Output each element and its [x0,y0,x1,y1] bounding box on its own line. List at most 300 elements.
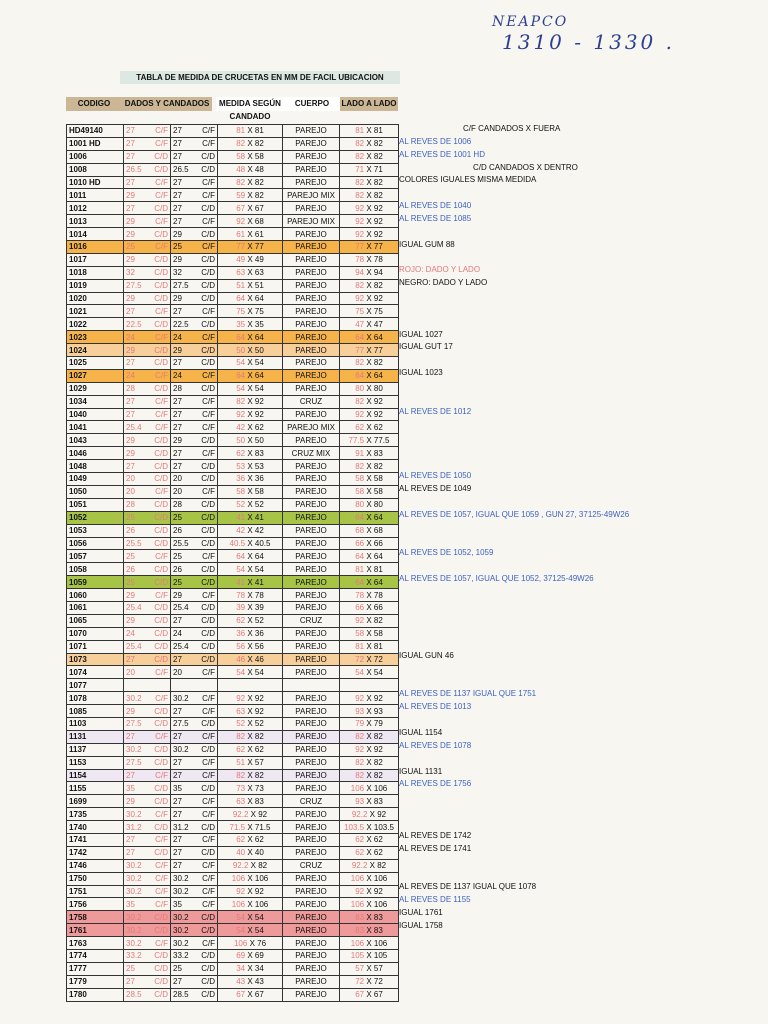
medida-a: 71.5 [229,822,246,832]
table-row [67,730,399,743]
candado-type: C/D [201,616,215,626]
cell-candado [171,241,218,254]
dado-value: 28 [126,384,135,394]
candado-type: C/D [201,848,215,858]
dado-type: C/F [155,899,168,909]
cell-medida [218,756,283,769]
cell-dado [124,382,171,395]
dado-type: C/D [154,526,168,536]
dado-value: 25 [126,964,135,974]
cell-candado [171,215,218,228]
medida-a: 106 [233,938,248,948]
dado-type: C/F [155,938,168,948]
cell-cuerpo: CRUZ [283,795,340,808]
row-note: IGUAL 1761 [399,907,443,917]
cell-codigo: 1740 [67,821,124,834]
lado-a: 82 [355,770,365,780]
dado-value: 29 [126,616,135,626]
medida-b: X 40.5 [247,538,271,548]
medida-b: X 58 [247,487,264,497]
candado-value: 30.2 [173,874,189,884]
cell-dado [124,950,171,963]
row-note: IGUAL GUM 88 [399,239,455,249]
medida-b: X 92 [247,706,264,716]
dado-type: C/F [155,487,168,497]
table-row [67,524,399,537]
dado-type: C/F [155,886,168,896]
cell-dado [124,292,171,305]
dado-type: C/F [155,306,168,316]
medida-b: X 64 [247,332,264,342]
medida-a: 49 [236,255,246,265]
dado-type: C/D [154,654,168,664]
dado-type: C/D [154,577,168,587]
dado-type: C/F [155,770,168,780]
lado-a: 106 [350,938,365,948]
dado-type: C/F [155,732,168,742]
dado-value: 29 [126,448,135,458]
table-row [67,395,399,408]
cell-dado [124,344,171,357]
candado-value: 25.4 [173,603,189,613]
cell-cuerpo: PAREJO [283,382,340,395]
cell-dado [124,782,171,795]
cell-dado [124,885,171,898]
cell-medida [218,253,283,266]
row-note: IGUAL 1131 [399,766,443,776]
lado-b: X 82 [366,758,383,768]
cell-dado [124,743,171,756]
row-note: AL REVES DE 1137 IGUAL QUE 1751 [399,689,537,699]
dado-value: 29 [126,796,135,806]
cell-medida [218,717,283,730]
lado-b: X 64 [366,513,383,523]
cell-lado [340,305,399,318]
cell-codigo: 1022 [67,318,124,331]
medida-b: X 61 [247,229,264,239]
cell-dado [124,176,171,189]
dado-value: 29 [126,706,135,716]
cell-cuerpo: PAREJO [283,163,340,176]
cell-candado [171,163,218,176]
medida-b: X 73 [247,783,264,793]
lado-b: X 64 [366,371,383,381]
candado-type: C/F [202,139,215,149]
candado-value: 29 [173,294,182,304]
cell-codigo: 1078 [67,692,124,705]
cell-medida [218,318,283,331]
candado-value: 28 [173,384,182,394]
cell-medida [218,125,283,138]
medida-a: 92 [236,216,246,226]
cell-codigo: 1012 [67,202,124,215]
dado-value: 20 [126,667,135,677]
cell-candado [171,872,218,885]
candado-type: C/F [202,551,215,561]
medida-b: X 68 [247,216,264,226]
candado-value: 28.5 [173,990,189,1000]
cell-dado [124,537,171,550]
cell-medida [218,189,283,202]
header-medida-line2: CANDADO [229,112,271,121]
candado-type: C/F [202,487,215,497]
cell-medida [218,485,283,498]
cell-dado [124,666,171,679]
cell-lado [340,382,399,395]
lado-b: X 62 [366,848,383,858]
candado-type: C/D [201,783,215,793]
candado-type: C/D [201,500,215,510]
lado-b: X 106 [366,783,388,793]
cell-cuerpo: PAREJO [283,730,340,743]
lado-a: 75 [355,306,365,316]
medida-a: 40 [236,848,246,858]
candado-value: 27 [173,861,182,871]
cell-lado [340,357,399,370]
candado-value: 25 [173,242,182,252]
cell-codigo: 1051 [67,498,124,511]
dado-value: 25 [126,577,135,587]
dado-value: 27 [126,203,135,213]
dado-value: 20 [126,474,135,484]
dado-type: C/F [155,190,168,200]
cell-lado [340,679,399,692]
medida-a: 82 [236,178,246,187]
candado-type: C/D [201,990,215,1000]
cell-dado [124,859,171,872]
cell-candado [171,485,218,498]
dado-value: 27 [126,977,135,987]
medida-a: 54 [236,667,246,677]
cell-cuerpo: PAREJO [283,937,340,950]
medida-b: X 64 [247,551,264,561]
dado-value: 25.4 [126,603,142,613]
cell-codigo: 1780 [67,988,124,1001]
candado-value: 27 [173,654,182,664]
dado-type: C/F [155,693,168,703]
candado-value: 25 [173,513,182,523]
medida-a: 62 [236,616,246,626]
dado-type: C/F [155,422,168,432]
dado-value: 27.5 [126,719,142,729]
cell-candado [171,782,218,795]
cell-candado [171,395,218,408]
cell-medida [218,537,283,550]
dado-type: C/D [154,435,168,445]
dado-type: C/D [154,758,168,768]
cell-dado [124,833,171,846]
cell-dado [124,524,171,537]
lado-b: X 83 [366,448,383,458]
medida-b: X 82 [247,190,264,200]
dado-type: C/F [155,874,168,884]
candado-type: C/D [201,384,215,394]
cell-dado [124,408,171,421]
lado-a: 54 [355,667,365,677]
medida-b: X 54 [247,564,264,574]
lado-b: X 83 [366,796,383,806]
dado-value: 30.2 [126,874,142,884]
lado-a: 64 [355,513,365,523]
cell-dado [124,975,171,988]
cell-codigo: 1085 [67,705,124,718]
lado-b: X 82 [369,861,387,871]
cell-dado [124,511,171,524]
cell-cuerpo: PAREJO [283,756,340,769]
dado-type: C/D [154,513,168,523]
dado-type: C/D [154,152,168,162]
table-row [67,163,399,176]
row-note: IGUAL GUN 46 [399,650,454,660]
cell-dado [124,988,171,1001]
medida-b: X 82 [250,861,268,871]
medida-a: 34 [236,964,246,974]
dado-value: 27 [126,654,135,664]
candado-value: 28 [173,500,182,510]
lado-a: 94 [355,268,365,278]
cell-codigo: 1750 [67,872,124,885]
table-row [67,795,399,808]
cell-lado [340,253,399,266]
cell-medida [218,872,283,885]
candado-value: 27 [173,706,182,716]
lado-b: X 80 [366,500,383,510]
cell-dado [124,485,171,498]
cell-lado [340,962,399,975]
table-row [67,859,399,872]
medida-a: 43 [236,977,246,987]
lado-a: 71 [355,165,365,175]
lado-b: X 92 [366,410,383,420]
medida-b: X 53 [247,461,264,471]
medida-b: X 43 [247,977,264,987]
lado-b: X 82 [366,616,383,626]
cell-lado [340,859,399,872]
cell-codigo: 1742 [67,846,124,859]
candado-type: C/F [202,397,215,407]
cell-codigo: 1774 [67,950,124,963]
cell-lado [340,292,399,305]
table-row [67,705,399,718]
dado-type: C/D [154,255,168,265]
candado-type: C/D [201,654,215,664]
medida-b: X 78 [247,590,264,600]
lado-b: X 66 [366,538,383,548]
lado-b: X 82 [366,152,383,162]
row-note: IGUAL 1758 [399,920,443,930]
table-row [67,357,399,370]
cell-candado [171,176,218,189]
table-row [67,640,399,653]
cell-candado [171,769,218,782]
dado-value: 35 [126,783,135,793]
candado-value: 24 [173,371,182,381]
lado-b: X 92 [366,294,383,304]
table-row [67,563,399,576]
lado-a: 58 [355,487,365,497]
dado-value: 31.2 [126,822,142,832]
cell-dado [124,202,171,215]
cell-dado [124,730,171,743]
row-note: NEGRO: DADO Y LADO [399,278,488,288]
lado-a: 92 [355,616,365,626]
candado-type: C/F [202,938,215,948]
medida-a: 106 [231,899,246,909]
dado-value: 32 [126,268,135,278]
cell-cuerpo: PAREJO [283,692,340,705]
cell-candado [171,266,218,279]
cell-cuerpo: PAREJO [283,666,340,679]
cell-dado [124,125,171,138]
lado-b: X 58 [366,474,383,484]
dado-value: 27 [126,732,135,742]
cell-lado [340,563,399,576]
cell-medida [218,924,283,937]
cell-lado [340,460,399,473]
candado-value: 25 [173,551,182,561]
cell-candado [171,460,218,473]
lado-a: 67 [355,990,365,1000]
table-row [67,189,399,202]
cell-cuerpo: PAREJO [283,537,340,550]
cell-codigo: 1008 [67,163,124,176]
medida-a: 50 [236,345,246,355]
lado-a: 77.5 [348,435,365,445]
dado-value: 25.4 [126,422,142,432]
medida-b: X 57 [247,758,264,768]
medida-a: 54 [236,384,246,394]
candado-value: 32 [173,268,182,278]
medida-b: X 54 [247,358,264,368]
dado-value: 27 [126,306,135,316]
lado-a: 82 [355,358,365,368]
dado-type: C/D [154,203,168,213]
dado-type: C/D [154,977,168,987]
medida-a: 36 [236,629,246,639]
cell-dado [124,717,171,730]
candado-value: 27 [173,461,182,471]
lado-b: X 81 [366,564,383,574]
lado-b: X 93 [366,706,383,716]
cell-medida [218,601,283,614]
cell-dado [124,576,171,589]
lado-b: X 72 [366,654,383,664]
header-cuerpo: CUERPO [284,97,340,111]
cell-cuerpo: PAREJO [283,524,340,537]
cell-lado [340,950,399,963]
cell-lado [340,756,399,769]
candado-type: C/D [201,435,215,445]
cell-codigo: 1741 [67,833,124,846]
table-row [67,782,399,795]
cell-candado [171,511,218,524]
candado-type: C/F [202,796,215,806]
lado-a: 103.5 [344,822,365,832]
cell-cuerpo: PAREJO [283,228,340,241]
medida-b: X 54 [247,925,264,935]
lado-a: 83 [355,925,365,935]
medida-a: 58 [236,487,246,497]
lado-a: 82 [355,139,365,149]
medida-b: X 52 [247,719,264,729]
candado-type: C/D [201,513,215,523]
cell-lado [340,279,399,292]
cell-lado [340,717,399,730]
cell-candado [171,756,218,769]
medida-a: 67 [236,990,246,1000]
candado-value: 27 [173,758,182,768]
dado-type: C/D [154,538,168,548]
lado-a: 82 [355,190,365,200]
cell-lado [340,266,399,279]
medida-a: 82 [236,732,246,742]
lado-a: 58 [355,474,365,484]
candado-type: C/F [202,306,215,316]
cell-cuerpo: PAREJO [283,318,340,331]
dado-type: C/F [155,667,168,677]
row-note: IGUAL 1154 [399,727,443,737]
lado-a: 62 [355,848,365,858]
row-note: AL REVES DE 1057, IGUAL QUE 1052, 37125-49W26 [399,573,594,583]
dado-value: 22.5 [126,319,142,329]
lado-a: 64 [355,371,365,381]
cell-candado [171,821,218,834]
row-note: COLORES IGUALES MISMA MEDIDA [399,175,537,185]
medida-a: 78 [236,590,246,600]
cell-dado [124,137,171,150]
lado-a: 82 [355,281,365,291]
cell-lado [340,808,399,821]
cell-codigo: 1154 [67,769,124,782]
cell-medida [218,705,283,718]
cell-candado [171,717,218,730]
cell-codigo: 1040 [67,408,124,421]
cell-medida [218,833,283,846]
cell-lado [340,228,399,241]
candado-value: 29 [173,435,182,445]
table-row [67,537,399,550]
candado-type: C/F [202,190,215,200]
cell-cuerpo: PAREJO [283,253,340,266]
candado-type: C/D [201,912,215,922]
table-row [67,279,399,292]
lado-a: 64 [355,332,365,342]
medida-a: 69 [236,951,246,961]
cell-lado [340,743,399,756]
cell-dado [124,421,171,434]
candado-value: 26 [173,526,182,536]
medida-a: 48 [236,165,246,175]
medida-b: X 56 [247,642,264,652]
cell-dado [124,769,171,782]
medida-b: X 62 [247,745,264,755]
dado-value: 29 [126,216,135,226]
table-row [67,808,399,821]
cell-cuerpo [283,679,340,692]
row-note: AL REVES DE 1013 [399,702,472,712]
dado-value: 25 [126,551,135,561]
candado-value: 30.2 [173,938,189,948]
cell-dado [124,937,171,950]
medida-a: 54 [236,912,246,922]
cell-lado [340,163,399,176]
dado-type: C/F [155,216,168,226]
cell-dado [124,756,171,769]
table-row [67,318,399,331]
row-note: AL REVES DE 1001 HD [399,149,485,159]
cell-dado [124,872,171,885]
candado-value: 27 [173,770,182,780]
